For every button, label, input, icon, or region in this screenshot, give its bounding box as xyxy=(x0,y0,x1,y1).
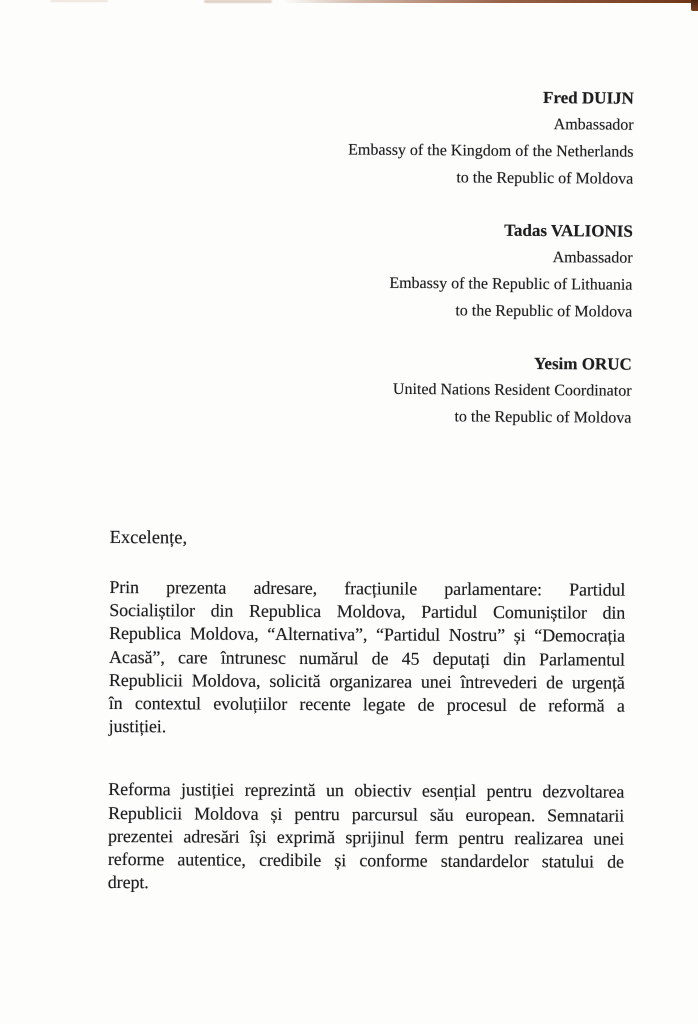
recipient-line: to the Republic of Moldova xyxy=(455,302,633,321)
recipient-name: Tadas VALIONIS xyxy=(504,220,633,241)
paragraph-line: justiției. xyxy=(108,716,167,737)
paragraph-line: prezentei adresări își exprimă sprijinul ferm pentru realizarea unei xyxy=(108,825,625,849)
letter-content xyxy=(108,82,634,897)
paragraph-line: reforme autentice, credibile și conforme standardelor statului de xyxy=(107,849,624,872)
paragraph-line: Republicii Moldova, solicită organizarea unei întrevederi de urgență xyxy=(108,669,625,693)
paragraph-line: în contextul evoluțiilor recente legate de procesul de reformă a xyxy=(108,693,625,716)
recipient-block xyxy=(109,347,632,432)
recipient-line: United Nations Resident Coordinator xyxy=(392,380,632,400)
recipient-line: Embassy of the Republic of Lithuania xyxy=(389,274,633,294)
recipient-line: Ambassador xyxy=(552,249,633,267)
paragraph-line: Prin prezenta adresare, fracțiunile parlamentare: Partidul xyxy=(109,576,626,600)
scan-artifact-corner-mark xyxy=(691,0,698,11)
recipient-line: Ambassador xyxy=(553,116,634,134)
recipient-name: Fred DUIJN xyxy=(542,88,634,108)
paragraph xyxy=(108,778,625,897)
recipient-list xyxy=(109,81,634,432)
scan-artifact-smudge-left xyxy=(50,0,108,2)
recipient-block xyxy=(111,81,634,193)
recipient-name: Yesim ORUC xyxy=(533,353,632,374)
paragraph-line: Republica Moldova, “Alternativa”, “Partidul Nostru” și “Democrația xyxy=(109,623,626,647)
paragraph-line: Reforma justiției reprezintă un obiectiv esențial pentru dezvoltarea xyxy=(108,779,625,803)
paragraph-line: Socialiștilor din Republica Moldova, Partidul Comuniștilor din xyxy=(109,600,626,623)
paragraph xyxy=(109,576,626,741)
paragraph-line: Republicii Moldova și pentru parcursul său european. Semnatarii xyxy=(108,802,625,826)
salutation: Excelențe, xyxy=(109,527,188,549)
scan-artifact-smudge-mid xyxy=(204,0,272,3)
letter-body xyxy=(108,576,632,897)
scan-artifact-top-edge-line xyxy=(282,0,698,3)
recipient-line: to the Republic of Moldova xyxy=(454,408,632,427)
paragraph-line: drept. xyxy=(107,872,149,893)
recipient-line: to the Republic of Moldova xyxy=(456,169,634,188)
recipient-line: Embassy of the Kingdom of the Netherlands xyxy=(348,141,634,161)
paragraph-line: Acasă”, care întrunesc numărul de 45 deputați din Parlamentul xyxy=(108,646,626,670)
recipient-block xyxy=(110,214,633,326)
